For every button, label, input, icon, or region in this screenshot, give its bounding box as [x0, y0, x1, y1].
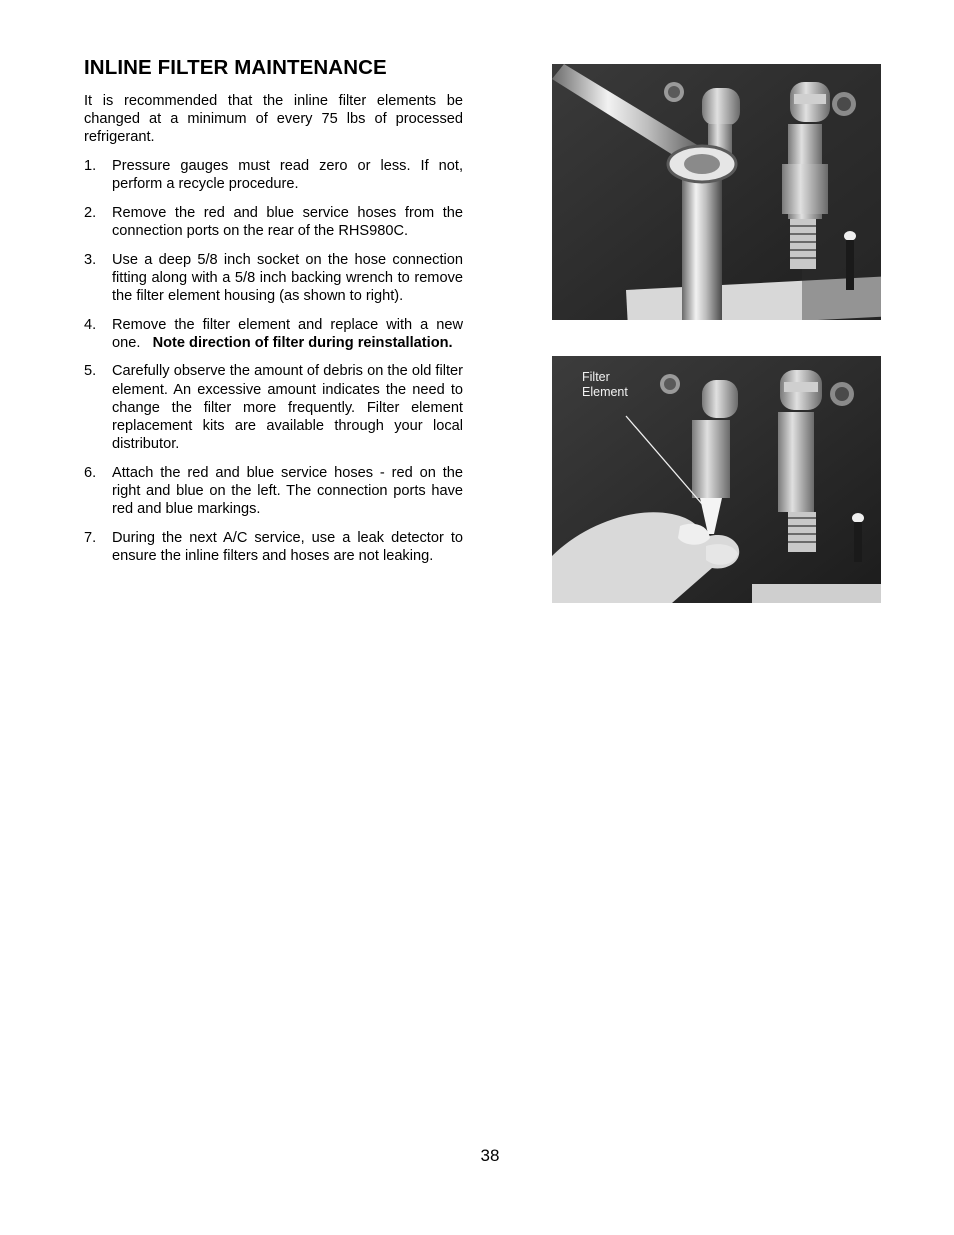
step-number: 3.: [84, 251, 97, 268]
step-item: [84, 204, 463, 240]
step-item: [84, 316, 463, 352]
step-number: 1.: [84, 158, 97, 174]
step-text: During the next A/C service, use a leak detector to ensure the inline filters and hoses are not leaking.: [112, 529, 463, 564]
step-item: [84, 157, 463, 193]
step-text: Pressure gauges must read zero or less. If not, perform a recycle procedure.: [112, 158, 463, 193]
step-number: 5.: [84, 363, 97, 380]
intro-paragraph: It is recommended that the inline filter elements be changed at a minimum of every 75 lbs of processed refrigerant.: [84, 93, 463, 146]
page-title: INLINE FILTER MAINTENANCE: [84, 56, 387, 79]
step-text: Remove the red and blue service hoses from the connection ports on the rear of the RHS980C.: [112, 204, 463, 239]
step-note: Note direction of filter during reinstallation.: [144, 334, 453, 351]
wrench-removal-photo: [552, 64, 881, 320]
step-text: Use a deep 5/8 inch socket on the hose connection fitting along with a 5/8 inch backing wrench to remove the filter element housing (as shown to right).: [112, 251, 463, 304]
step-number: 4.: [84, 316, 97, 333]
step-text: Carefully observe the amount of debris on the old filter element. An excessive amount indicates the need to change the filter more frequently. Filter element replacement kits are available through your local distributor.: [112, 363, 463, 453]
filter-element-photo: [552, 356, 881, 603]
step-item: [84, 251, 463, 306]
page-number: 38: [480, 1146, 500, 1165]
step-item: [84, 362, 463, 453]
procedure-steps: [84, 157, 463, 576]
step-item: [84, 464, 463, 519]
step-number: 2.: [84, 204, 97, 221]
step-item: [84, 529, 463, 565]
step-number: 7.: [84, 529, 97, 546]
step-text: Attach the red and blue service hoses - red on the right and blue on the left. The connection ports have red and blue markings.: [112, 464, 463, 518]
step-number: 6.: [84, 464, 97, 481]
filter-element-callout: Filter Element: [582, 370, 628, 399]
step-text: Remove the filter element and replace with a new one.: [112, 316, 463, 351]
